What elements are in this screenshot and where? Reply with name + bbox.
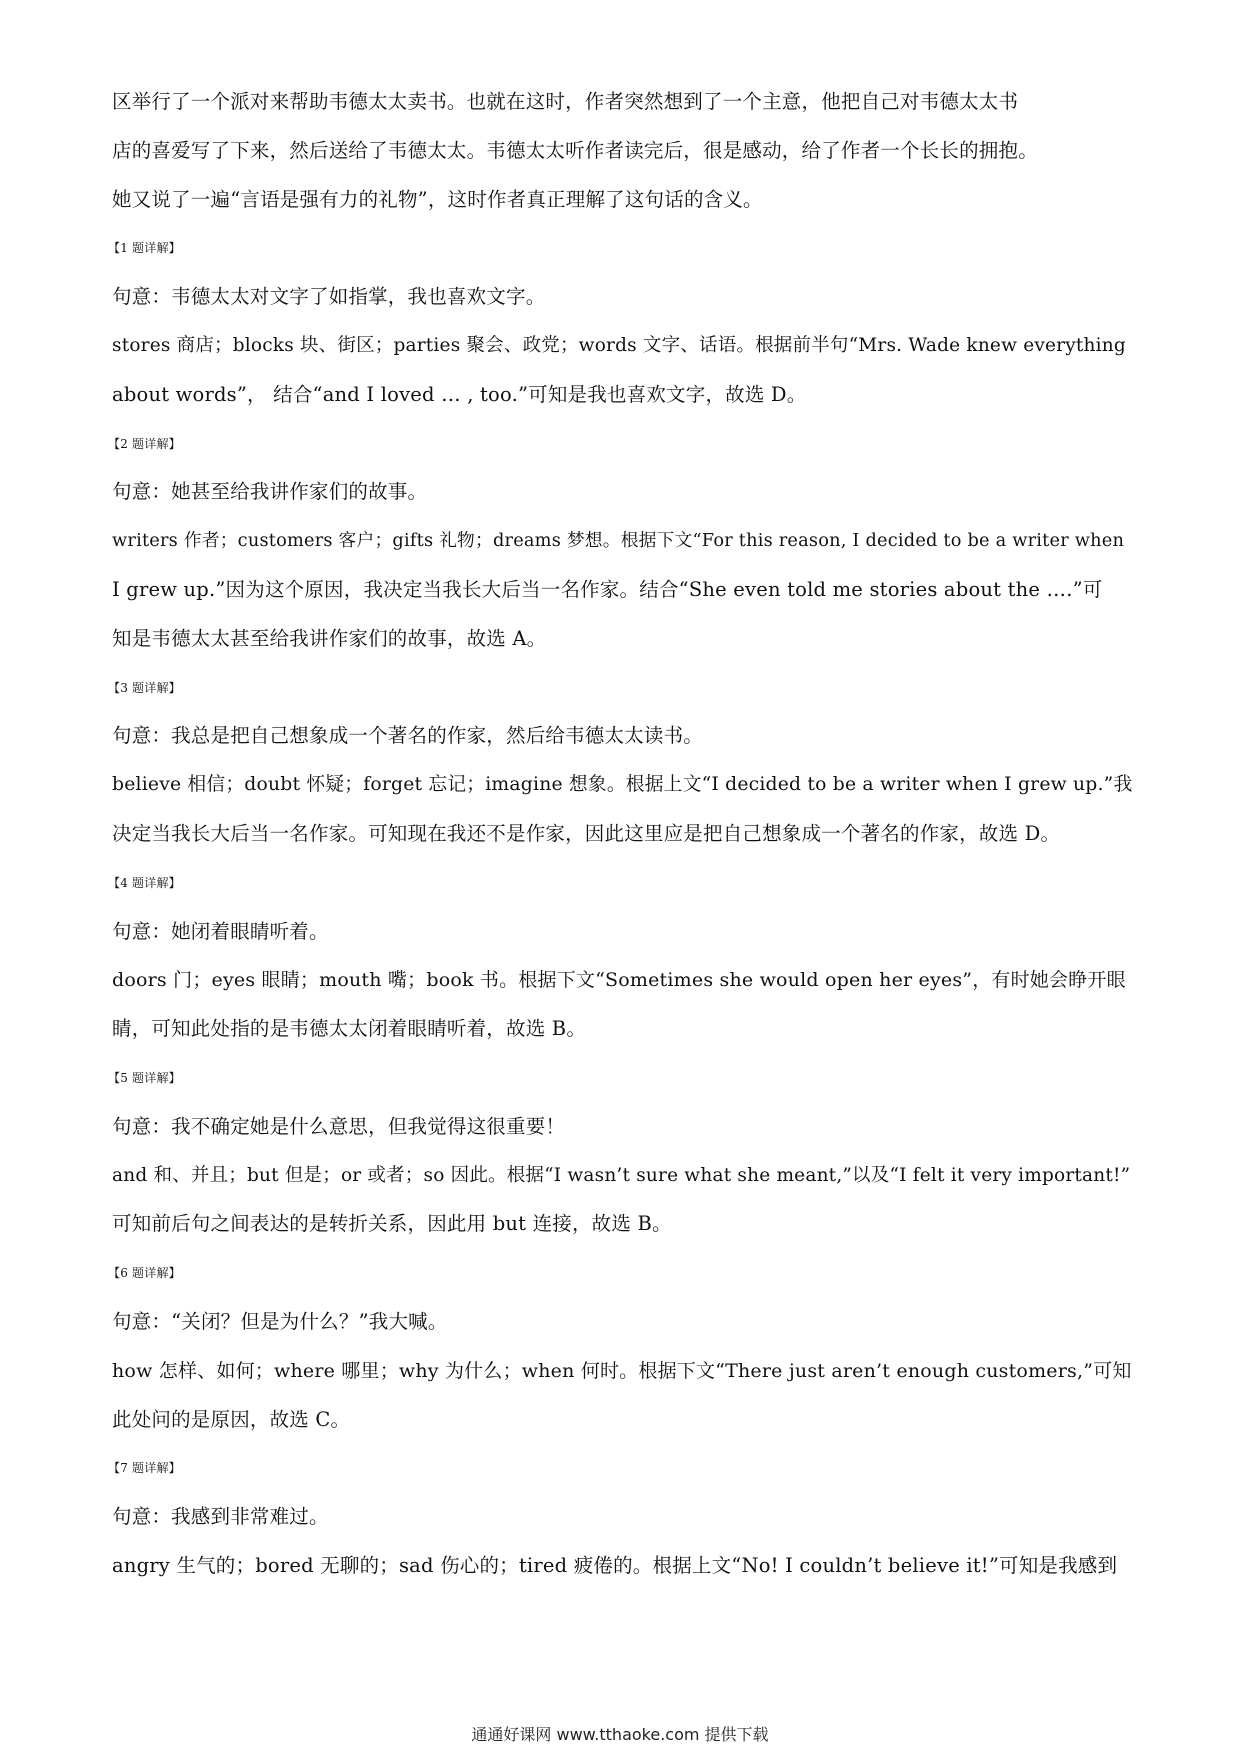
explanation-line: 可知前后句之间表达的是转折关系，因此用 but 连接，故选 B。 (112, 1212, 672, 1236)
body-text-line: 她又说了一遍“言语是强有力的礼物”，这时作者真正理解了这句话的含义。 (112, 187, 763, 211)
explanation-line: 睛，可知此处指的是韦德太太闭着眼睛听着，故选 B。 (112, 1017, 587, 1041)
explanation-line: believe 相信；doubt 怀疑；forget 忘记；imagine 想象。根据上文“I decided to be a writer when I grew up.”我 (112, 774, 1133, 796)
explanation-line: I grew up.”因为这个原因，我决定当我长大后当一名作家。结合“She even told me stories about the ….”可 (112, 577, 1103, 601)
question-5-heading: 【5 题详解】 (108, 1070, 181, 1085)
explanation-line: 决定当我长大后当一名作家。可知现在我还不是作家，因此这里应是把自己想象成一个著名的作家，故选 D。 (112, 821, 1061, 845)
explanation-line: writers 作者；customers 客户；gifts 礼物；dreams 梦想。根据下文“For this reason, I decided to be a writer when (112, 531, 1125, 552)
footer-watermark: 通通好课网 www.tthaoke.com 提供下载 (471, 1725, 769, 1744)
explanation-line: and 和、并且；but 但是；or 或者；so 因此。根据“I wasn’t sure what she meant,”以及“I felt it very important!” (112, 1164, 1131, 1186)
question-4-heading: 【4 题详解】 (108, 875, 181, 890)
document-body (108, 78, 1133, 1591)
sentence-meaning: 句意：“关闭？但是为什么？”我大喊。 (112, 1309, 448, 1333)
body-text-line: 店的喜爱写了下来，然后送给了韦德太太。韦德太太听作者读完后，很是感动，给了作者一个长长的拥抱。 (112, 138, 1038, 162)
sentence-meaning: 句意：我感到非常难过。 (112, 1505, 329, 1529)
question-1-heading: 【1 题详解】 (108, 241, 181, 256)
explanation-line: stores 商店；blocks 块、街区；parties 聚会、政党；words 文字、话语。根据前半句“Mrs. Wade knew everything (112, 334, 1126, 356)
explanation-line: 此处问的是原因，故选 C。 (112, 1407, 351, 1431)
explanation-line: 知是韦德太太甚至给我讲作家们的故事，故选 A。 (112, 626, 547, 650)
sentence-meaning: 句意：她闭着眼睛听着。 (112, 919, 329, 943)
question-6-heading: 【6 题详解】 (108, 1266, 181, 1281)
explanation-line: about words”， 结合“and I loved … , too.”可知是我也喜欢文字，故选 D。 (112, 382, 807, 406)
explanation-line: angry 生气的；bored 无聊的；sad 伤心的；tired 疲倦的。根据上文“No! I couldn’t believe it!”可知是我感到 (112, 1553, 1118, 1577)
sentence-meaning: 句意：我总是把自己想象成一个著名的作家，然后给韦德太太读书。 (112, 724, 704, 748)
sentence-meaning: 句意：她甚至给我讲作家们的故事。 (112, 480, 428, 504)
question-2-heading: 【2 题详解】 (108, 436, 181, 451)
explanation-line: how 怎样、如何；where 哪里；why 为什么；when 何时。根据下文“There just aren’t enough customers,”可知 (112, 1359, 1132, 1382)
question-3-heading: 【3 题详解】 (108, 680, 181, 695)
question-7-heading: 【7 题详解】 (108, 1461, 181, 1476)
body-text-line: 区举行了一个派对来帮助韦德太太卖书。也就在这时，作者突然想到了一个主意，他把自己对韦德太太书 (112, 90, 1019, 113)
explanation-line: doors 门；eyes 眼睛；mouth 嘴；book 书。根据下文“Sometimes she would open her eyes”，有时她会睁开眼 (112, 969, 1126, 992)
sentence-meaning: 句意：我不确定她是什么意思，但我觉得这很重要！ (112, 1114, 566, 1138)
sentence-meaning: 句意：韦德太太对文字了如指掌，我也喜欢文字。 (112, 285, 546, 309)
